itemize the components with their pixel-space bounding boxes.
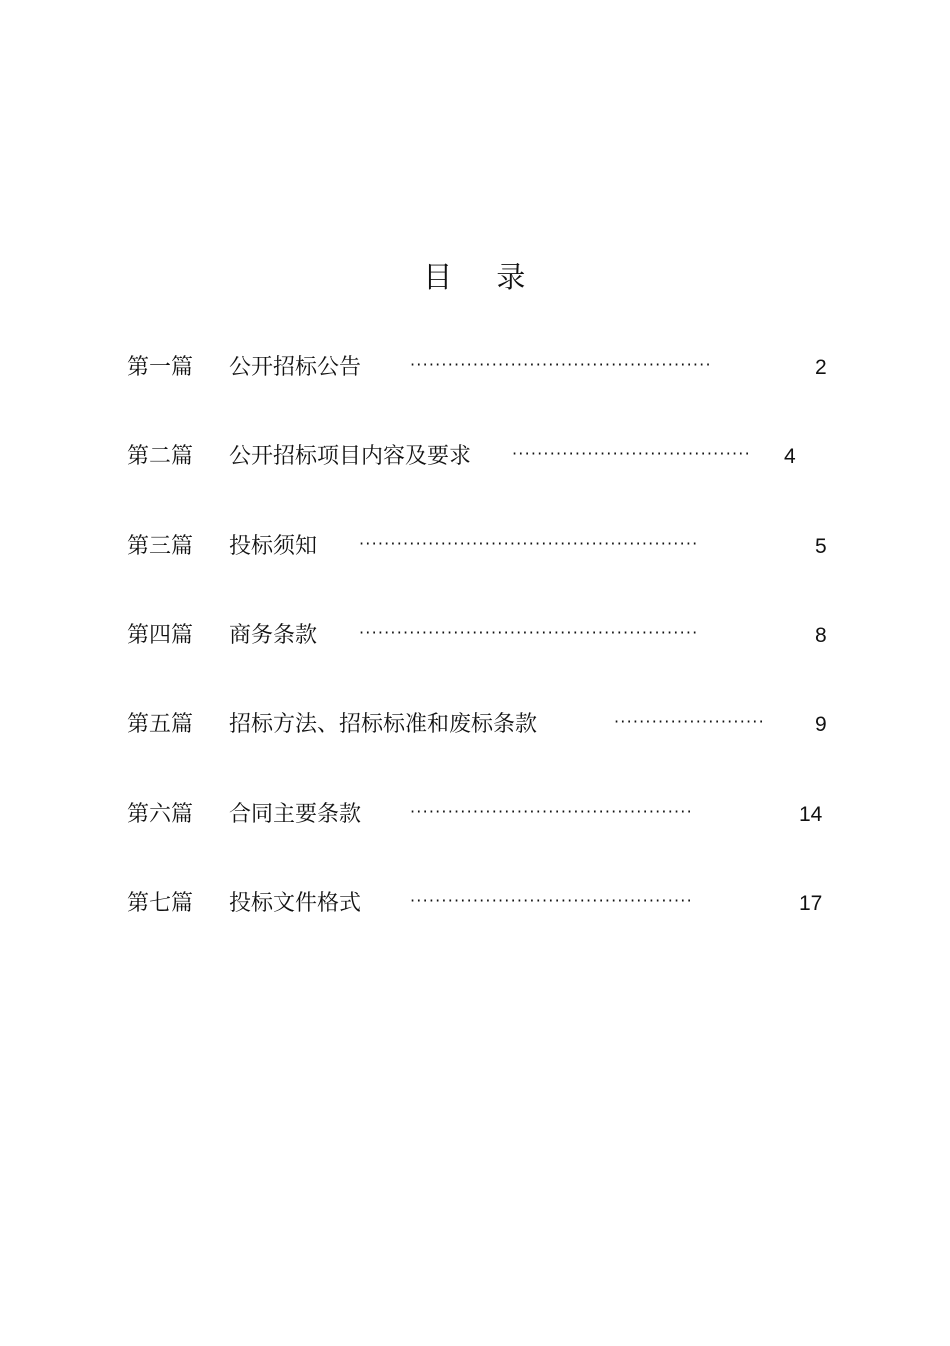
entry-title: 商务条款 xyxy=(229,623,318,648)
dot-leader: ······································ xyxy=(512,444,751,463)
page-number: 14 xyxy=(799,803,823,826)
toc-entry-2 xyxy=(0,437,950,477)
toc-entry-4 xyxy=(0,616,950,656)
entry-title: 合同主要条款 xyxy=(229,802,362,827)
page-number: 17 xyxy=(799,892,823,915)
entry-title: 投标文件格式 xyxy=(229,891,362,916)
entry-title: 招标方法、招标标准和废标条款 xyxy=(229,712,538,737)
part-label: 第四篇 xyxy=(127,623,194,648)
toc-entry-7 xyxy=(0,884,950,924)
dot-leader: ············································· xyxy=(410,802,693,821)
part-label: 第二篇 xyxy=(127,444,194,469)
page-number: 2 xyxy=(815,356,827,379)
dot-leader: ······················································ xyxy=(359,623,699,642)
page-number: 5 xyxy=(815,535,827,558)
part-label: 第三篇 xyxy=(127,534,194,559)
entry-title: 公开招标公告 xyxy=(229,355,362,380)
dot-leader: ······················································ xyxy=(359,534,699,553)
dot-leader: ············································· xyxy=(410,891,693,910)
part-label: 第一篇 xyxy=(127,355,194,380)
entry-title: 公开招标项目内容及要求 xyxy=(229,444,472,469)
page-number: 8 xyxy=(815,624,827,647)
toc-entry-6 xyxy=(0,795,950,835)
page-number: 9 xyxy=(815,713,827,736)
part-label: 第五篇 xyxy=(127,712,194,737)
part-label: 第六篇 xyxy=(127,802,194,827)
toc-entry-3 xyxy=(0,527,950,567)
part-label: 第七篇 xyxy=(127,891,194,916)
entry-title: 投标须知 xyxy=(229,534,318,559)
page-title: 目 录 xyxy=(423,260,527,294)
page-number: 4 xyxy=(784,445,796,468)
dot-leader: ························ xyxy=(614,712,765,731)
dot-leader: ················································ xyxy=(410,355,712,374)
toc-entry-1 xyxy=(0,348,950,388)
toc-entry-5 xyxy=(0,705,950,745)
